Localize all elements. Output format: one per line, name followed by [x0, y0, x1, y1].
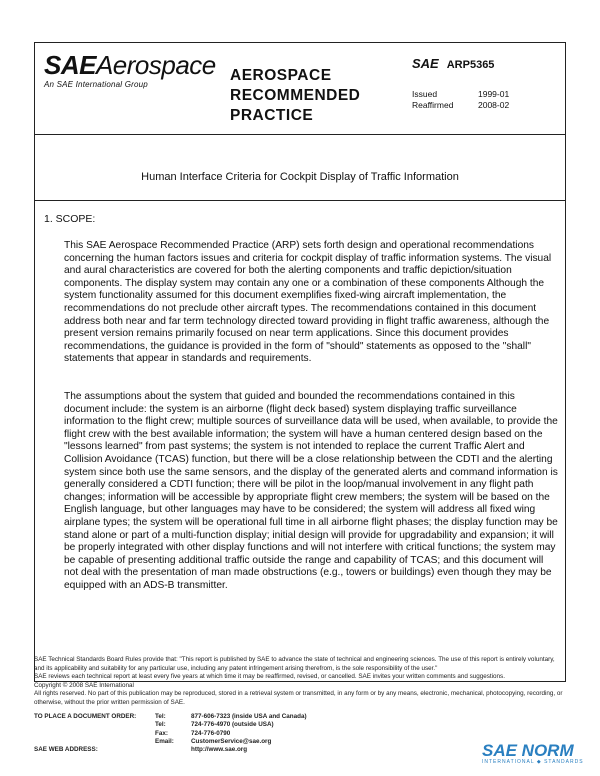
tel-value: 877-606-7323 (inside USA and Canada): [191, 713, 307, 720]
sae-norm-stamp: [482, 741, 584, 765]
fax-value: 724-776-0790: [191, 729, 231, 737]
scope-paragraph: This SAE Aerospace Recommended Practice (ARP) sets forth design and operational recommendations concerning the human factors issues and criteria for cockpit display of traffic information systems. The visual and aural characteristics are covered for both the alerting components and traffic depiction/situation components. The display system may contain any one or a combination of these components Although the system functionality assumed for this document exemplifies fixed-wing aircraft implementation, the recommendations do not preclude other aircraft types. The recommendations contained in this document address both near and far term technology directed toward providing in flight traffic awareness, although the present version remains primarily focused on near term applications. Since this document provides recommendations, the guidance is provided in the form of "should" statements as opposed to the "shall" statements that appear in standards and requirements.: [64, 240, 552, 365]
document-type: [230, 66, 360, 126]
logo-tagline: An SAE International Group: [44, 80, 148, 89]
document-dates: [412, 89, 509, 111]
tel2-value: 724-776-4970 (outside USA): [191, 721, 274, 729]
header-divider: [34, 134, 566, 135]
doc-number-text: ARP5365: [446, 59, 495, 71]
issued-value: 1999-01: [478, 89, 510, 99]
title-divider: [34, 200, 566, 201]
document-title: Human Interface Criteria for Cockpit Display of Traffic Information: [141, 171, 459, 183]
assumptions-paragraph: The assumptions about the system that guided and bounded the recommendations contained in this document include: the system is an airborne (flight deck based) system displaying traffic surveillance information to the flight crew; multiple sources of surveillance data will be used, when available, to provide the flight crew with the best available information; the system will have a human centered design based on the "lessons learned" from past systems; the system is not intended to replace the current Traffic Alert and Collision Avoidance (TCAS) function, but there will be a close relationship between the CDTI and the alerting system since both use the same sensors, and the display of the generated alerts and command information is generally considered a CDTI function; there will be pilot in the loop/manual involvement in any flight path changes; information will be accessible by appropriate flight crew members; the system will be based on the English language, but other languages may have to be considered; the system will address all fixed wing airplane types; the system will be operational full time in all airborne flight phases; the display function may be stand alone or part of a multi-function display; initial design will provide for upgradability and expansion; it will be properly integrated with other display functions and will not interfere with critical functions; the system may be capable of presenting additional traffic outside the range and capability of TCAS; and this document will not deal with the presentation of man made obstructions (e.g., towers or buildings) even though they may be equipped with an ADS-B transmitter.: [64, 391, 558, 591]
order-label: TO PLACE A DOCUMENT ORDER:: [34, 713, 137, 720]
doc-type-line: PRACTICE: [230, 107, 314, 124]
footer-line: SAE reviews each technical report at least every five years at which time it may be reaffirmed, revised, or cancelled. SAE invites your written comments and suggestions.: [34, 673, 505, 681]
contact-block: [34, 713, 307, 754]
email-value: CustomerService@sae.org: [191, 737, 272, 745]
web-link[interactable]: http://www.sae.org: [191, 746, 248, 754]
reaffirmed-label: Reaffirmed: [412, 100, 454, 110]
stamp-subtext: INTERNATIONAL ◆ STANDARDS: [482, 759, 584, 765]
logo-aerospace-text: Aerospace: [95, 50, 216, 80]
tel-label: Tel:: [155, 713, 166, 720]
stamp-text: SAE NORM: [482, 741, 574, 760]
doc-type-line: AEROSPACE: [230, 67, 332, 84]
tel2-label: Tel:: [155, 721, 166, 729]
sae-aerospace-logo: [44, 52, 216, 89]
footer-line: SAE Technical Standards Board Rules provide that: "This report is published by SAE to advance the state of technical and engineering sciences. The use of this report is entirely voluntary, and its applicability and suitability for any particular use, including any patent infringement arising therefrom, is the sole responsibility of the user.": [34, 656, 555, 672]
doc-type-line: RECOMMENDED: [230, 87, 361, 104]
footer-line: Copyright © 2008 SAE International: [34, 681, 134, 689]
sae-mark-icon: SAE: [412, 56, 439, 71]
footer-notice: [34, 656, 566, 708]
section-heading: 1. SCOPE:: [44, 213, 96, 225]
email-label: Email:: [155, 737, 174, 745]
footer-line: All rights reserved. No part of this publication may be reproduced, stored in a retrieval system or transmitted, in any form or by any means, electronic, mechanical, photocopying, recording, or otherwise, without the prior written permission of SAE.: [34, 690, 563, 706]
reaffirmed-value: 2008-02: [478, 100, 510, 110]
issued-label: Issued: [412, 89, 438, 99]
fax-label: Fax:: [155, 729, 168, 737]
document-number: [412, 56, 494, 71]
web-label: SAE WEB ADDRESS:: [34, 746, 98, 754]
logo-sae-text: SAE: [44, 50, 96, 80]
